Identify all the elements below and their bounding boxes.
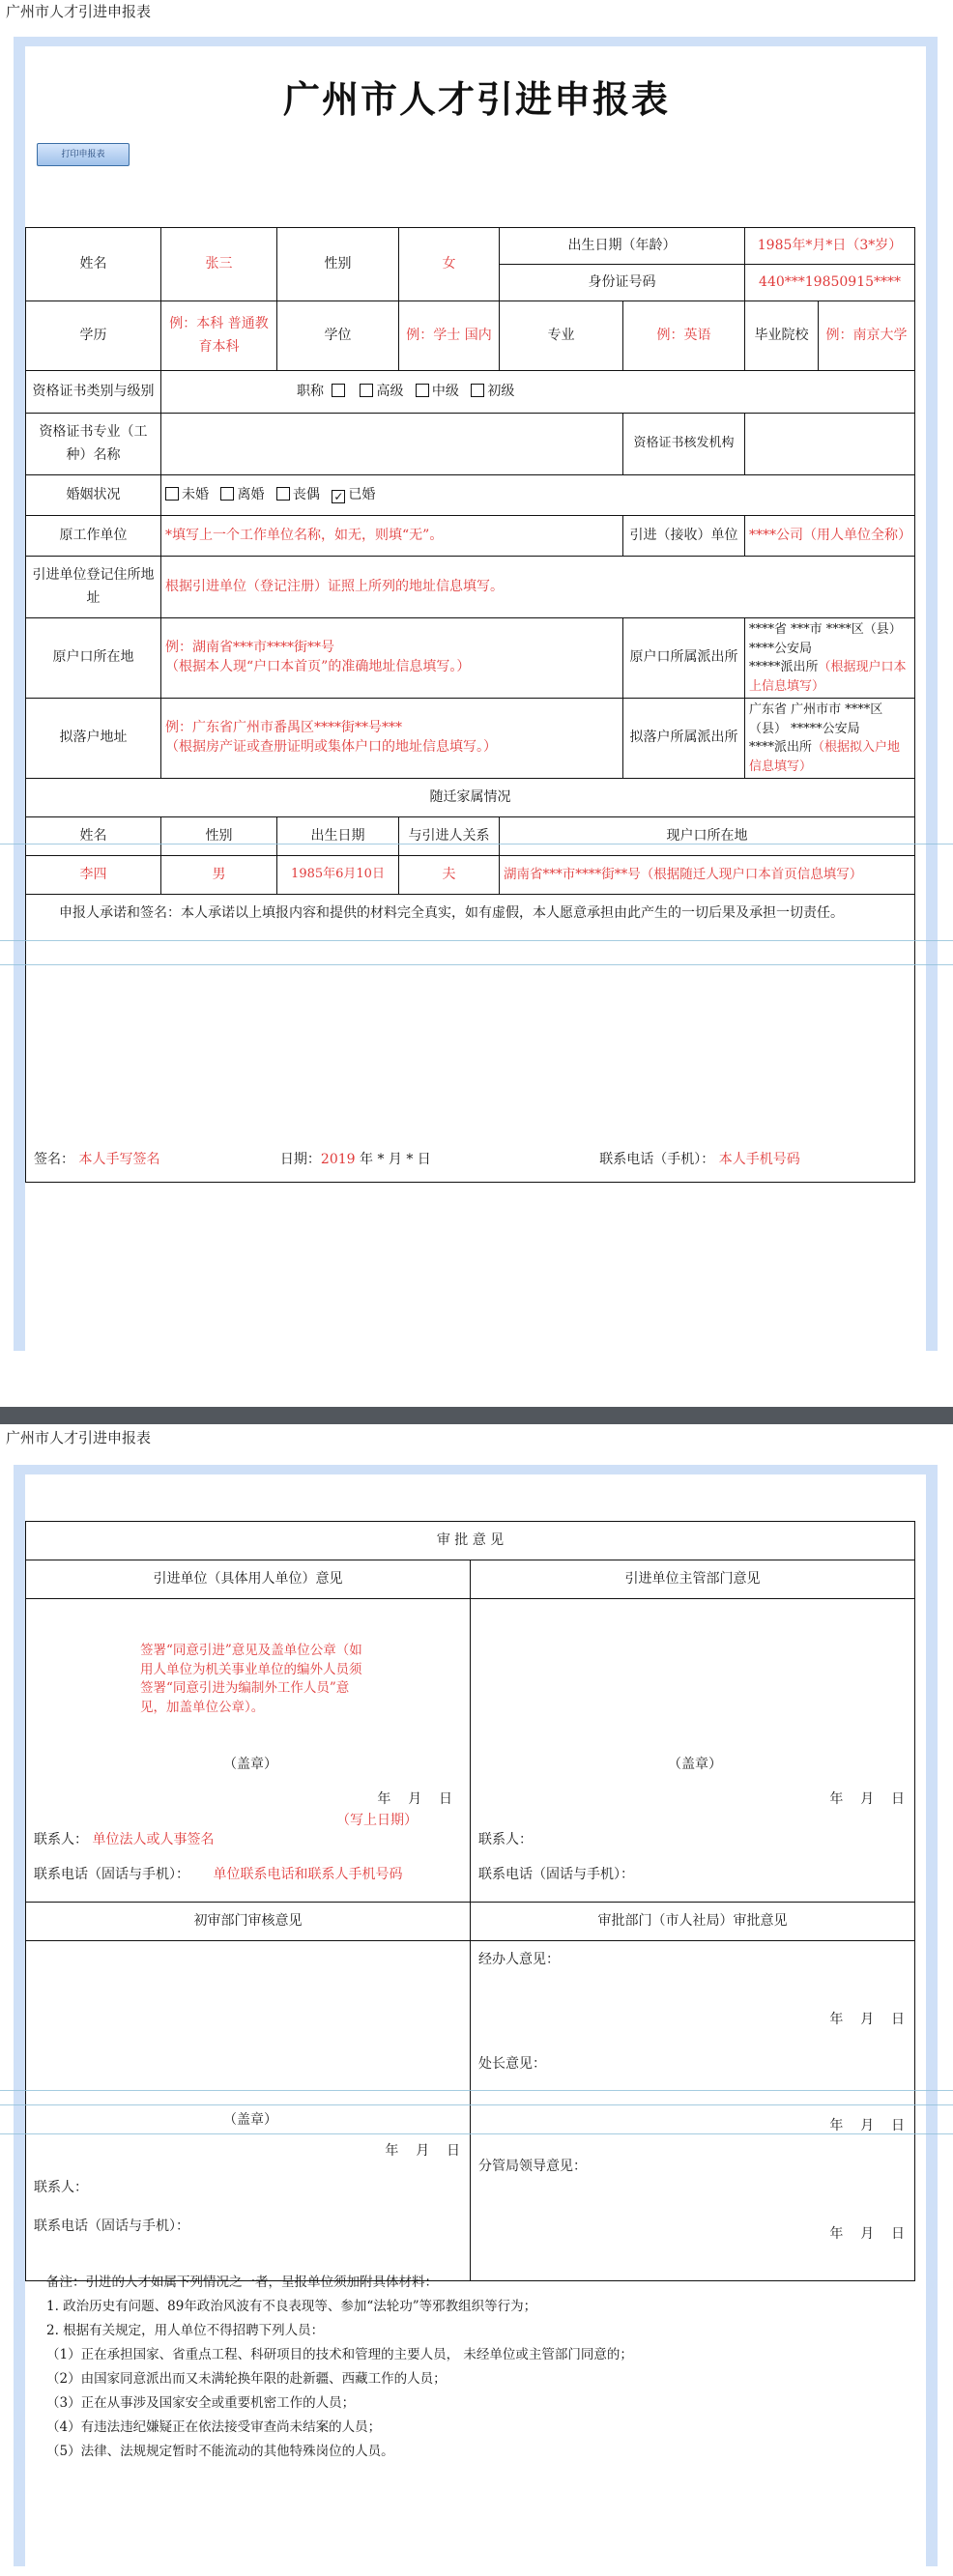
school-label: 毕业院校 <box>745 301 819 371</box>
employer-opinion-cell[interactable] <box>26 1599 471 1903</box>
marital-divorced-checkbox[interactable] <box>220 487 234 501</box>
family-col-gender: 性别 <box>161 817 277 856</box>
guide-line <box>0 2090 953 2091</box>
orig-police-label: 原户口所属派出所 <box>623 618 745 699</box>
title-senior-label: 高级 <box>376 383 404 399</box>
title-junior-checkbox[interactable] <box>471 384 484 397</box>
intro-unit-value[interactable]: ****公司（用人单位全称） <box>745 516 915 557</box>
title-intermediate-checkbox[interactable] <box>416 384 429 397</box>
id-label: 身份证号码 <box>500 265 745 301</box>
family-col-hukou: 现户口所在地 <box>500 817 915 856</box>
new-hukou-label: 拟落户地址 <box>26 699 161 779</box>
family-birth-value[interactable]: 1985年6月10日 <box>277 856 399 895</box>
date-label: 日期： <box>279 1152 321 1168</box>
family-gender-value[interactable]: 男 <box>161 856 277 895</box>
chief-opinion-date: 年 月 日 <box>829 2118 906 2133</box>
date-year[interactable]: 2019 <box>320 1152 356 1168</box>
marital-single-checkbox[interactable] <box>165 487 179 501</box>
supervisor-date: 年 月 日 <box>829 1791 906 1807</box>
new-police-station: ****派出所 <box>749 740 813 755</box>
initial-review-header: 初审部门审核意见 <box>26 1903 471 1941</box>
school-value[interactable]: 例：南京大学 <box>819 301 915 371</box>
supervisor-seal: （盖章） <box>668 1757 722 1772</box>
new-police-hint: （根据拟入户地信息填写） <box>749 740 901 774</box>
pledge-cell <box>26 895 915 1183</box>
employer-opinion-header: 引进单位（具体用人单位）意见 <box>26 1560 471 1599</box>
notes-item: （4）有违法违纪嫌疑正在依法接受审查尚未结案的人员； <box>46 2419 382 2435</box>
initial-review-date: 年 月 日 <box>385 2143 460 2159</box>
approval-table <box>25 1521 915 2281</box>
page-break <box>0 1351 953 1409</box>
family-row <box>26 856 915 895</box>
marital-married-checkbox[interactable]: ✓ <box>333 489 344 503</box>
orig-unit-label: 原工作单位 <box>26 516 161 557</box>
name-label: 姓名 <box>26 228 161 301</box>
gender-value[interactable]: 女 <box>399 228 500 301</box>
major-value[interactable]: 例：英语 <box>623 301 745 371</box>
phone-value[interactable]: 本人手机号码 <box>718 1152 800 1168</box>
officer-opinion-label: 经办人意见： <box>478 1952 560 1967</box>
leader-opinion-date: 年 月 日 <box>829 2226 906 2242</box>
name-value[interactable]: 张三 <box>161 228 277 301</box>
approval-title: 审 批 意 见 <box>26 1522 915 1560</box>
orig-hukou-label: 原户口所在地 <box>26 618 161 699</box>
employer-contact-value[interactable]: 单位法人或人事签名 <box>92 1832 215 1847</box>
supervisor-opinion-header: 引进单位主管部门意见 <box>471 1560 915 1599</box>
marital-widowed-checkbox[interactable] <box>276 487 290 501</box>
family-relation-value[interactable]: 夫 <box>399 856 500 895</box>
family-col-birth: 出生日期 <box>277 817 399 856</box>
notes-item: 1. 政治历史有问题、89年政治风波有不良表现等、参加“法轮功”等邪教组织等行为； <box>46 2299 537 2314</box>
initial-review-seal: （盖章） <box>223 2112 277 2128</box>
title-none-checkbox[interactable] <box>332 384 345 397</box>
employer-phone <box>34 1864 402 1887</box>
title-intermediate-label: 中级 <box>431 383 459 399</box>
sign-label: 签名： <box>34 1152 74 1168</box>
reg-addr-value[interactable]: 根据引进单位（登记注册）证照上所列的地址信息填写。 <box>161 557 915 618</box>
supervisor-opinion-cell[interactable] <box>471 1599 915 1903</box>
page-header: 广州市人才引进申报表 <box>6 3 152 20</box>
cert-major-value[interactable] <box>161 414 623 475</box>
notes-item: （3）正在从事涉及国家安全或重要机密工作的人员； <box>46 2395 356 2411</box>
new-hukou-line2: （根据房产证或查册证明或集体户口的地址信息填写。） <box>165 739 497 755</box>
intro-unit-label: 引进（接收）单位 <box>623 516 745 557</box>
orig-hukou-line2: （根据本人现“户口本首页”的准确地址信息填写。） <box>165 659 471 674</box>
degree-label: 学位 <box>277 301 399 371</box>
family-col-name: 姓名 <box>26 817 161 856</box>
marital-divorced-label: 离婚 <box>237 486 265 502</box>
orig-hukou-value[interactable] <box>161 618 623 699</box>
notes-item: （5）法律、法规规定暂时不能流动的其他特殊岗位的人员。 <box>46 2444 394 2459</box>
title-senior-checkbox[interactable] <box>360 384 373 397</box>
page-divider-bar <box>0 1407 953 1424</box>
orig-police-line1: ****省 ***市 ****区（县） ****公安局 <box>749 622 902 656</box>
marital-label: 婚姻状况 <box>26 475 161 516</box>
id-value[interactable]: 440***19850915**** <box>745 265 915 301</box>
guide-line <box>0 2133 953 2134</box>
marital-widowed-label: 丧偶 <box>292 486 320 502</box>
supervisor-phone-label: 联系电话（固话与手机）： <box>478 1867 634 1882</box>
new-police-value[interactable] <box>745 699 915 779</box>
marital-single-label: 未婚 <box>182 486 209 502</box>
marital-checkbox-group <box>161 475 915 516</box>
guide-line <box>0 2104 953 2105</box>
new-hukou-line1: 例：广东省广州市番禺区****街**号*** <box>165 720 402 736</box>
birth-label: 出生日期（年龄） <box>500 228 745 265</box>
cert-level-label: 资格证书类别与级别 <box>26 371 161 414</box>
print-button[interactable]: 打印申报表 <box>37 143 130 166</box>
title-label: 职称 <box>297 383 324 399</box>
new-police-line1: 广东省 广州市市 ****区（县） *****公安局 <box>749 702 883 736</box>
employer-seal: （盖章） <box>223 1757 277 1772</box>
family-col-relation: 与引进人关系 <box>399 817 500 856</box>
guide-line <box>0 964 953 965</box>
birth-value[interactable]: 1985年*月*日（3*岁） <box>745 228 915 265</box>
orig-police-line2 <box>749 658 910 696</box>
notes-item: （2）由国家同意派出而又未满轮换年限的赴新疆、西藏工作的人员； <box>46 2371 447 2387</box>
notes-item: （1）正在承担国家、省重点工程、科研项目的技术和管理的主要人员， 未经单位或主管部门同意的； <box>46 2347 633 2362</box>
phone-label: 联系电话（手机）： <box>599 1152 715 1168</box>
cert-major-label: 资格证书专业（工种）名称 <box>26 414 161 475</box>
notes-section <box>46 2271 916 2464</box>
reg-addr-label: 引进单位登记住所地址 <box>26 557 161 618</box>
cert-org-value[interactable] <box>745 414 915 475</box>
orig-police-value[interactable] <box>745 618 915 699</box>
date-rest[interactable]: 年 * 月 * 日 <box>360 1152 431 1168</box>
page-header-2: 广州市人才引进申报表 <box>6 1429 152 1446</box>
employer-opinion-note: 签署“同意引进”意见及盖单位公章（如用人单位为机关事业单位的编外人员须签署“同意引进为编制外工作人员”意见，加盖单位公章）。 <box>140 1643 362 1715</box>
orig-unit-value[interactable]: *填写上一个工作单位名称，如无，则填“无”。 <box>161 516 623 557</box>
initial-review-cell[interactable] <box>26 1941 471 2281</box>
leader-opinion-label: 分管局领导意见： <box>478 2159 587 2174</box>
education-value[interactable]: 例：本科 普通教育本科 <box>161 301 277 371</box>
title-checkbox-group <box>161 371 915 414</box>
initial-review-phone-label: 联系电话（固话与手机）： <box>34 2218 189 2234</box>
new-hukou-value[interactable] <box>161 699 623 779</box>
title-junior-label: 初级 <box>487 383 515 399</box>
family-hukou-value[interactable]: 湖南省***市****街**号（根据随迁人现户口本首页信息填写） <box>500 856 915 895</box>
new-police-line2 <box>749 738 910 776</box>
employer-contact <box>34 1829 214 1852</box>
page-title: 广州市人才引进申报表 <box>282 77 670 121</box>
guide-line <box>0 940 953 941</box>
gender-label: 性别 <box>277 228 399 301</box>
notes-item: 2. 根据有关规定，用人单位不得招聘下列人员： <box>46 2323 325 2338</box>
major-label: 专业 <box>500 301 623 371</box>
cert-org-label: 资格证书核发机构 <box>623 414 745 475</box>
application-form-table <box>25 227 915 1183</box>
employer-phone-value[interactable]: 单位联系电话和联系人手机号码 <box>213 1867 403 1882</box>
pledge-text: 申报人承诺和签名：本人承诺以上填报内容和提供的材料完全真实，如有虚假，本人愿意承担由此产生的一切后果及承担一切责任。 <box>59 905 844 921</box>
initial-review-contact-label: 联系人： <box>34 2180 88 2195</box>
final-approval-header: 审批部门（市人社局）审批意见 <box>471 1903 915 1941</box>
officer-opinion-date: 年 月 日 <box>829 2012 906 2027</box>
new-police-label: 拟落户所属派出所 <box>623 699 745 779</box>
supervisor-contact-label: 联系人： <box>478 1832 533 1847</box>
education-label: 学历 <box>26 301 161 371</box>
employer-date: 年 月 日 <box>377 1791 452 1807</box>
employer-date-hint: （写上日期） <box>336 1813 418 1828</box>
orig-police-hint: （根据现户口本上信息填写） <box>749 660 907 694</box>
orig-police-station: *****派出所 <box>749 660 819 674</box>
notes-intro: 备注：引进的人才如属下列情况之一者，呈报单位须加附具体材料： <box>46 2275 438 2290</box>
employer-contact-label: 联系人： <box>34 1832 88 1847</box>
chief-opinion-label: 处长意见： <box>478 2056 546 2072</box>
employer-phone-label: 联系电话（固话与手机）： <box>34 1867 189 1882</box>
signature-row <box>34 1149 907 1172</box>
final-approval-cell[interactable] <box>471 1941 915 2281</box>
marital-married-label: 已婚 <box>348 486 376 502</box>
sign-value[interactable]: 本人手写签名 <box>78 1152 160 1168</box>
family-name-value[interactable]: 李四 <box>26 856 161 895</box>
orig-hukou-line1: 例：湖南省***市****街**号 <box>165 640 334 656</box>
degree-value[interactable]: 例：学士 国内 <box>399 301 500 371</box>
family-section-title: 随迁家属情况 <box>26 779 915 817</box>
